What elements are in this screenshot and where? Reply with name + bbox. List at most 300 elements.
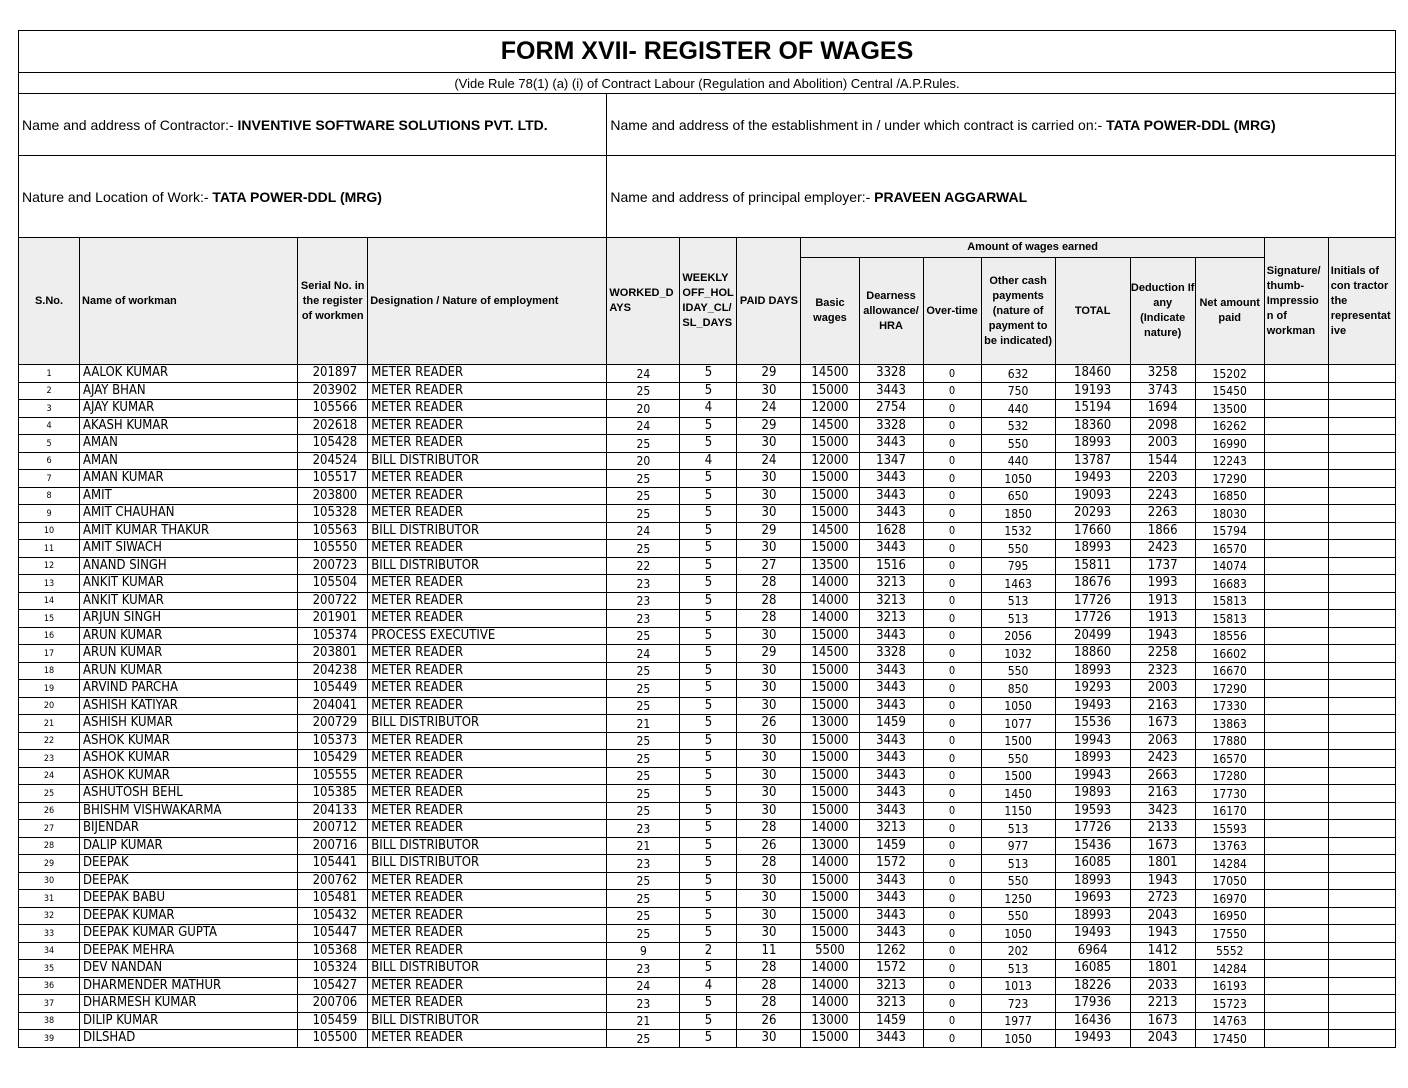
row-other-cash: 513 xyxy=(981,960,1055,978)
row-worked-days: 21 xyxy=(607,837,680,855)
row-net-amount: 16262 xyxy=(1195,417,1264,435)
row-other-cash: 1500 xyxy=(981,767,1055,785)
row-net-amount: 16602 xyxy=(1195,645,1264,663)
row-weekly-off: 5 xyxy=(680,382,737,400)
row-net-amount: 16950 xyxy=(1195,907,1264,925)
row-da-hra: 3443 xyxy=(859,505,923,523)
row-sno: 21 xyxy=(19,715,80,733)
row-other-cash: 550 xyxy=(981,540,1055,558)
row-overtime: 0 xyxy=(923,872,981,890)
row-sno: 2 xyxy=(19,382,80,400)
row-deduction: 3743 xyxy=(1130,382,1195,400)
row-worked-days: 21 xyxy=(607,1012,680,1030)
row-signature xyxy=(1264,540,1328,558)
row-workman-name: ASHUTOSH BEHL xyxy=(80,785,298,803)
row-net-amount: 16570 xyxy=(1195,750,1264,768)
row-initials xyxy=(1328,820,1395,838)
header-other-cash: Other cash payments (nature of payment to be indicated) xyxy=(981,258,1055,365)
row-signature xyxy=(1264,750,1328,768)
row-total: 19493 xyxy=(1055,697,1130,715)
table-row xyxy=(19,417,1396,435)
row-weekly-off: 4 xyxy=(680,977,737,995)
row-paid-days: 30 xyxy=(737,750,801,768)
row-other-cash: 550 xyxy=(981,750,1055,768)
row-da-hra: 1347 xyxy=(859,452,923,470)
row-signature xyxy=(1264,400,1328,418)
row-serial-no: 105500 xyxy=(298,1030,368,1048)
row-deduction: 1913 xyxy=(1130,610,1195,628)
row-total: 17726 xyxy=(1055,610,1130,628)
row-initials xyxy=(1328,907,1395,925)
row-net-amount: 17730 xyxy=(1195,785,1264,803)
row-overtime: 0 xyxy=(923,837,981,855)
row-designation: METER READER xyxy=(368,697,607,715)
row-total: 15811 xyxy=(1055,557,1130,575)
row-basic: 5500 xyxy=(801,942,859,960)
row-worked-days: 23 xyxy=(607,820,680,838)
header-worked-days: WORKED_D AYS xyxy=(607,238,680,365)
row-total: 18993 xyxy=(1055,872,1130,890)
row-serial-no: 202618 xyxy=(298,417,368,435)
row-deduction: 2213 xyxy=(1130,995,1195,1013)
row-workman-name: AMAN xyxy=(80,435,298,453)
row-worked-days: 25 xyxy=(607,925,680,943)
row-overtime: 0 xyxy=(923,715,981,733)
row-sno: 15 xyxy=(19,610,80,628)
row-deduction: 1801 xyxy=(1130,855,1195,873)
row-initials xyxy=(1328,627,1395,645)
row-worked-days: 25 xyxy=(607,802,680,820)
row-other-cash: 750 xyxy=(981,382,1055,400)
row-basic: 15000 xyxy=(801,925,859,943)
row-worked-days: 25 xyxy=(607,890,680,908)
row-paid-days: 24 xyxy=(737,452,801,470)
nature-info xyxy=(19,156,607,238)
row-deduction: 1943 xyxy=(1130,627,1195,645)
row-total: 15436 xyxy=(1055,837,1130,855)
row-deduction: 2203 xyxy=(1130,470,1195,488)
row-deduction: 1913 xyxy=(1130,592,1195,610)
row-serial-no: 200706 xyxy=(298,995,368,1013)
row-worked-days: 25 xyxy=(607,662,680,680)
row-total: 16085 xyxy=(1055,855,1130,873)
row-basic: 15000 xyxy=(801,680,859,698)
header-name: Name of workman xyxy=(80,238,298,365)
row-paid-days: 30 xyxy=(737,487,801,505)
row-other-cash: 1050 xyxy=(981,470,1055,488)
row-initials xyxy=(1328,487,1395,505)
row-other-cash: 850 xyxy=(981,680,1055,698)
table-row xyxy=(19,435,1396,453)
row-sno: 4 xyxy=(19,417,80,435)
row-workman-name: ARUN KUMAR xyxy=(80,662,298,680)
row-net-amount: 14284 xyxy=(1195,855,1264,873)
nature-value: TATA POWER-DDL (MRG) xyxy=(212,188,382,205)
row-weekly-off: 5 xyxy=(680,417,737,435)
row-serial-no: 204238 xyxy=(298,662,368,680)
row-workman-name: AMAN KUMAR xyxy=(80,470,298,488)
row-serial-no: 105429 xyxy=(298,750,368,768)
row-overtime: 0 xyxy=(923,680,981,698)
row-da-hra: 3213 xyxy=(859,977,923,995)
row-basic: 13000 xyxy=(801,715,859,733)
row-sno: 31 xyxy=(19,890,80,908)
row-sno: 20 xyxy=(19,697,80,715)
table-row xyxy=(19,1012,1396,1030)
row-overtime: 0 xyxy=(923,1012,981,1030)
row-overtime: 0 xyxy=(923,365,981,383)
row-deduction: 1866 xyxy=(1130,522,1195,540)
row-serial-no: 200712 xyxy=(298,820,368,838)
row-weekly-off: 5 xyxy=(680,662,737,680)
row-serial-no: 105550 xyxy=(298,540,368,558)
row-workman-name: BIJENDAR xyxy=(80,820,298,838)
row-net-amount: 17280 xyxy=(1195,767,1264,785)
row-sno: 39 xyxy=(19,1030,80,1048)
row-overtime: 0 xyxy=(923,575,981,593)
row-weekly-off: 5 xyxy=(680,715,737,733)
row-weekly-off: 5 xyxy=(680,610,737,628)
row-initials xyxy=(1328,942,1395,960)
row-other-cash: 977 xyxy=(981,837,1055,855)
row-worked-days: 25 xyxy=(607,470,680,488)
row-weekly-off: 5 xyxy=(680,365,737,383)
row-designation: METER READER xyxy=(368,995,607,1013)
header-signature: Signature/ thumb-Impressio n of workman xyxy=(1264,238,1328,365)
row-net-amount: 17880 xyxy=(1195,732,1264,750)
row-signature xyxy=(1264,610,1328,628)
row-overtime: 0 xyxy=(923,925,981,943)
row-overtime: 0 xyxy=(923,820,981,838)
row-signature xyxy=(1264,732,1328,750)
row-overtime: 0 xyxy=(923,697,981,715)
row-other-cash: 532 xyxy=(981,417,1055,435)
row-workman-name: ASHOK KUMAR xyxy=(80,750,298,768)
row-workman-name: AMIT SIWACH xyxy=(80,540,298,558)
row-overtime: 0 xyxy=(923,487,981,505)
row-worked-days: 23 xyxy=(607,575,680,593)
row-deduction: 3258 xyxy=(1130,365,1195,383)
row-sno: 12 xyxy=(19,557,80,575)
row-paid-days: 30 xyxy=(737,697,801,715)
row-initials xyxy=(1328,785,1395,803)
row-other-cash: 513 xyxy=(981,820,1055,838)
row-serial-no: 105427 xyxy=(298,977,368,995)
row-designation: METER READER xyxy=(368,592,607,610)
header-deduction: Deduction If any (Indicate nature) xyxy=(1130,258,1195,365)
row-sno: 23 xyxy=(19,750,80,768)
row-paid-days: 30 xyxy=(737,732,801,750)
row-basic: 15000 xyxy=(801,785,859,803)
row-total: 19593 xyxy=(1055,802,1130,820)
row-basic: 15000 xyxy=(801,505,859,523)
row-overtime: 0 xyxy=(923,645,981,663)
row-deduction: 2263 xyxy=(1130,505,1195,523)
row-sno: 35 xyxy=(19,960,80,978)
row-da-hra: 1572 xyxy=(859,855,923,873)
row-deduction: 2003 xyxy=(1130,680,1195,698)
row-initials xyxy=(1328,1012,1395,1030)
table-row xyxy=(19,960,1396,978)
row-paid-days: 30 xyxy=(737,802,801,820)
row-overtime: 0 xyxy=(923,1030,981,1048)
row-designation: METER READER xyxy=(368,610,607,628)
table-row xyxy=(19,680,1396,698)
row-designation: METER READER xyxy=(368,925,607,943)
row-weekly-off: 4 xyxy=(680,400,737,418)
row-weekly-off: 5 xyxy=(680,785,737,803)
row-signature xyxy=(1264,470,1328,488)
row-serial-no: 105517 xyxy=(298,470,368,488)
row-paid-days: 30 xyxy=(737,1030,801,1048)
row-worked-days: 25 xyxy=(607,732,680,750)
row-designation: METER READER xyxy=(368,750,607,768)
row-da-hra: 3443 xyxy=(859,627,923,645)
row-initials xyxy=(1328,837,1395,855)
table-row xyxy=(19,890,1396,908)
row-deduction: 1737 xyxy=(1130,557,1195,575)
row-overtime: 0 xyxy=(923,995,981,1013)
row-initials xyxy=(1328,715,1395,733)
table-row xyxy=(19,610,1396,628)
row-deduction: 2163 xyxy=(1130,697,1195,715)
row-serial-no: 204524 xyxy=(298,452,368,470)
row-paid-days: 30 xyxy=(737,627,801,645)
row-deduction: 2258 xyxy=(1130,645,1195,663)
row-worked-days: 25 xyxy=(607,487,680,505)
row-sno: 28 xyxy=(19,837,80,855)
row-deduction: 2423 xyxy=(1130,750,1195,768)
row-workman-name: AJAY BHAN xyxy=(80,382,298,400)
header-serial: Serial No. in the register of workmen xyxy=(298,238,368,365)
row-weekly-off: 5 xyxy=(680,557,737,575)
row-total: 18993 xyxy=(1055,907,1130,925)
row-weekly-off: 5 xyxy=(680,890,737,908)
row-weekly-off: 5 xyxy=(680,470,737,488)
row-deduction: 2423 xyxy=(1130,540,1195,558)
row-serial-no: 204041 xyxy=(298,697,368,715)
row-total: 18460 xyxy=(1055,365,1130,383)
row-other-cash: 550 xyxy=(981,907,1055,925)
row-overtime: 0 xyxy=(923,732,981,750)
row-signature xyxy=(1264,995,1328,1013)
row-basic: 15000 xyxy=(801,540,859,558)
row-net-amount: 14284 xyxy=(1195,960,1264,978)
row-worked-days: 25 xyxy=(607,382,680,400)
row-workman-name: AMIT xyxy=(80,487,298,505)
row-workman-name: DEEPAK BABU xyxy=(80,890,298,908)
row-total: 6964 xyxy=(1055,942,1130,960)
row-worked-days: 24 xyxy=(607,365,680,383)
row-basic: 15000 xyxy=(801,435,859,453)
row-other-cash: 440 xyxy=(981,452,1055,470)
row-signature xyxy=(1264,557,1328,575)
table-row xyxy=(19,995,1396,1013)
row-overtime: 0 xyxy=(923,382,981,400)
row-signature xyxy=(1264,505,1328,523)
row-workman-name: AALOK KUMAR xyxy=(80,365,298,383)
row-signature xyxy=(1264,487,1328,505)
row-initials xyxy=(1328,400,1395,418)
row-worked-days: 23 xyxy=(607,592,680,610)
row-serial-no: 105555 xyxy=(298,767,368,785)
header-basic: Basic wages xyxy=(801,258,859,365)
row-total: 20499 xyxy=(1055,627,1130,645)
row-paid-days: 28 xyxy=(737,977,801,995)
row-serial-no: 105432 xyxy=(298,907,368,925)
row-total: 17936 xyxy=(1055,995,1130,1013)
row-paid-days: 30 xyxy=(737,907,801,925)
row-worked-days: 24 xyxy=(607,417,680,435)
row-initials xyxy=(1328,417,1395,435)
row-sno: 11 xyxy=(19,540,80,558)
row-total: 13787 xyxy=(1055,452,1130,470)
row-total: 18993 xyxy=(1055,662,1130,680)
row-designation: BILL DISTRIBUTOR xyxy=(368,557,607,575)
row-sno: 38 xyxy=(19,1012,80,1030)
row-designation: METER READER xyxy=(368,872,607,890)
row-signature xyxy=(1264,1012,1328,1030)
row-designation: METER READER xyxy=(368,365,607,383)
row-deduction: 1943 xyxy=(1130,925,1195,943)
row-paid-days: 26 xyxy=(737,715,801,733)
row-designation: METER READER xyxy=(368,505,607,523)
table-row xyxy=(19,645,1396,663)
row-other-cash: 1013 xyxy=(981,977,1055,995)
row-workman-name: DEV NANDAN xyxy=(80,960,298,978)
row-deduction: 2663 xyxy=(1130,767,1195,785)
row-net-amount: 16970 xyxy=(1195,890,1264,908)
row-worked-days: 24 xyxy=(607,977,680,995)
row-basic: 15000 xyxy=(801,890,859,908)
row-basic: 14000 xyxy=(801,575,859,593)
row-deduction: 1993 xyxy=(1130,575,1195,593)
row-total: 18993 xyxy=(1055,750,1130,768)
row-deduction: 1801 xyxy=(1130,960,1195,978)
row-sno: 13 xyxy=(19,575,80,593)
row-serial-no: 105374 xyxy=(298,627,368,645)
table-row xyxy=(19,925,1396,943)
row-workman-name: AMIT CHAUHAN xyxy=(80,505,298,523)
row-net-amount: 16570 xyxy=(1195,540,1264,558)
row-weekly-off: 5 xyxy=(680,487,737,505)
row-serial-no: 203902 xyxy=(298,382,368,400)
row-worked-days: 9 xyxy=(607,942,680,960)
row-initials xyxy=(1328,592,1395,610)
row-net-amount: 14074 xyxy=(1195,557,1264,575)
row-net-amount: 15450 xyxy=(1195,382,1264,400)
row-sno: 32 xyxy=(19,907,80,925)
row-signature xyxy=(1264,627,1328,645)
row-designation: BILL DISTRIBUTOR xyxy=(368,522,607,540)
row-serial-no: 203801 xyxy=(298,645,368,663)
row-initials xyxy=(1328,960,1395,978)
row-designation: PROCESS EXECUTIVE xyxy=(368,627,607,645)
row-total: 17726 xyxy=(1055,820,1130,838)
row-weekly-off: 5 xyxy=(680,645,737,663)
row-workman-name: DILSHAD xyxy=(80,1030,298,1048)
row-signature xyxy=(1264,767,1328,785)
row-basic: 13000 xyxy=(801,837,859,855)
row-deduction: 2043 xyxy=(1130,1030,1195,1048)
row-net-amount: 14763 xyxy=(1195,1012,1264,1030)
row-net-amount: 15813 xyxy=(1195,610,1264,628)
row-total: 16085 xyxy=(1055,960,1130,978)
row-designation: BILL DISTRIBUTOR xyxy=(368,452,607,470)
row-worked-days: 20 xyxy=(607,452,680,470)
row-initials xyxy=(1328,365,1395,383)
header-initials: Initials of con tractor the representat ive xyxy=(1328,238,1395,365)
row-workman-name: ARVIND PARCHA xyxy=(80,680,298,698)
employer-label: Name and address of principal employer:- xyxy=(610,188,875,205)
row-serial-no: 105447 xyxy=(298,925,368,943)
row-weekly-off: 5 xyxy=(680,995,737,1013)
row-other-cash: 1050 xyxy=(981,925,1055,943)
table-row xyxy=(19,662,1396,680)
row-initials xyxy=(1328,750,1395,768)
row-initials xyxy=(1328,645,1395,663)
row-signature xyxy=(1264,382,1328,400)
row-weekly-off: 5 xyxy=(680,767,737,785)
row-net-amount: 16683 xyxy=(1195,575,1264,593)
row-paid-days: 28 xyxy=(737,575,801,593)
row-weekly-off: 4 xyxy=(680,452,737,470)
row-total: 18676 xyxy=(1055,575,1130,593)
table-row xyxy=(19,1030,1396,1048)
table-row xyxy=(19,907,1396,925)
row-signature xyxy=(1264,715,1328,733)
row-deduction: 2063 xyxy=(1130,732,1195,750)
wage-rows xyxy=(19,365,1396,1048)
row-weekly-off: 5 xyxy=(680,697,737,715)
row-paid-days: 29 xyxy=(737,417,801,435)
row-signature xyxy=(1264,1030,1328,1048)
row-initials xyxy=(1328,1030,1395,1048)
row-total: 19943 xyxy=(1055,767,1130,785)
row-initials xyxy=(1328,872,1395,890)
row-workman-name: ARUN KUMAR xyxy=(80,645,298,663)
row-weekly-off: 5 xyxy=(680,732,737,750)
row-basic: 15000 xyxy=(801,872,859,890)
row-overtime: 0 xyxy=(923,470,981,488)
row-worked-days: 24 xyxy=(607,522,680,540)
row-weekly-off: 5 xyxy=(680,505,737,523)
row-designation: METER READER xyxy=(368,435,607,453)
row-paid-days: 29 xyxy=(737,645,801,663)
employer-value: PRAVEEN AGGARWAL xyxy=(874,188,1028,205)
row-other-cash: 550 xyxy=(981,435,1055,453)
row-basic: 13500 xyxy=(801,557,859,575)
row-serial-no: 105504 xyxy=(298,575,368,593)
row-total: 17660 xyxy=(1055,522,1130,540)
row-basic: 14000 xyxy=(801,960,859,978)
row-sno: 26 xyxy=(19,802,80,820)
row-paid-days: 30 xyxy=(737,435,801,453)
row-deduction: 1694 xyxy=(1130,400,1195,418)
row-signature xyxy=(1264,452,1328,470)
row-total: 18993 xyxy=(1055,540,1130,558)
row-net-amount: 17290 xyxy=(1195,470,1264,488)
row-other-cash: 1500 xyxy=(981,732,1055,750)
row-sno: 1 xyxy=(19,365,80,383)
row-da-hra: 3443 xyxy=(859,680,923,698)
table-row xyxy=(19,837,1396,855)
table-row xyxy=(19,522,1396,540)
row-total: 18860 xyxy=(1055,645,1130,663)
row-net-amount: 16850 xyxy=(1195,487,1264,505)
row-da-hra: 3443 xyxy=(859,662,923,680)
row-paid-days: 30 xyxy=(737,470,801,488)
